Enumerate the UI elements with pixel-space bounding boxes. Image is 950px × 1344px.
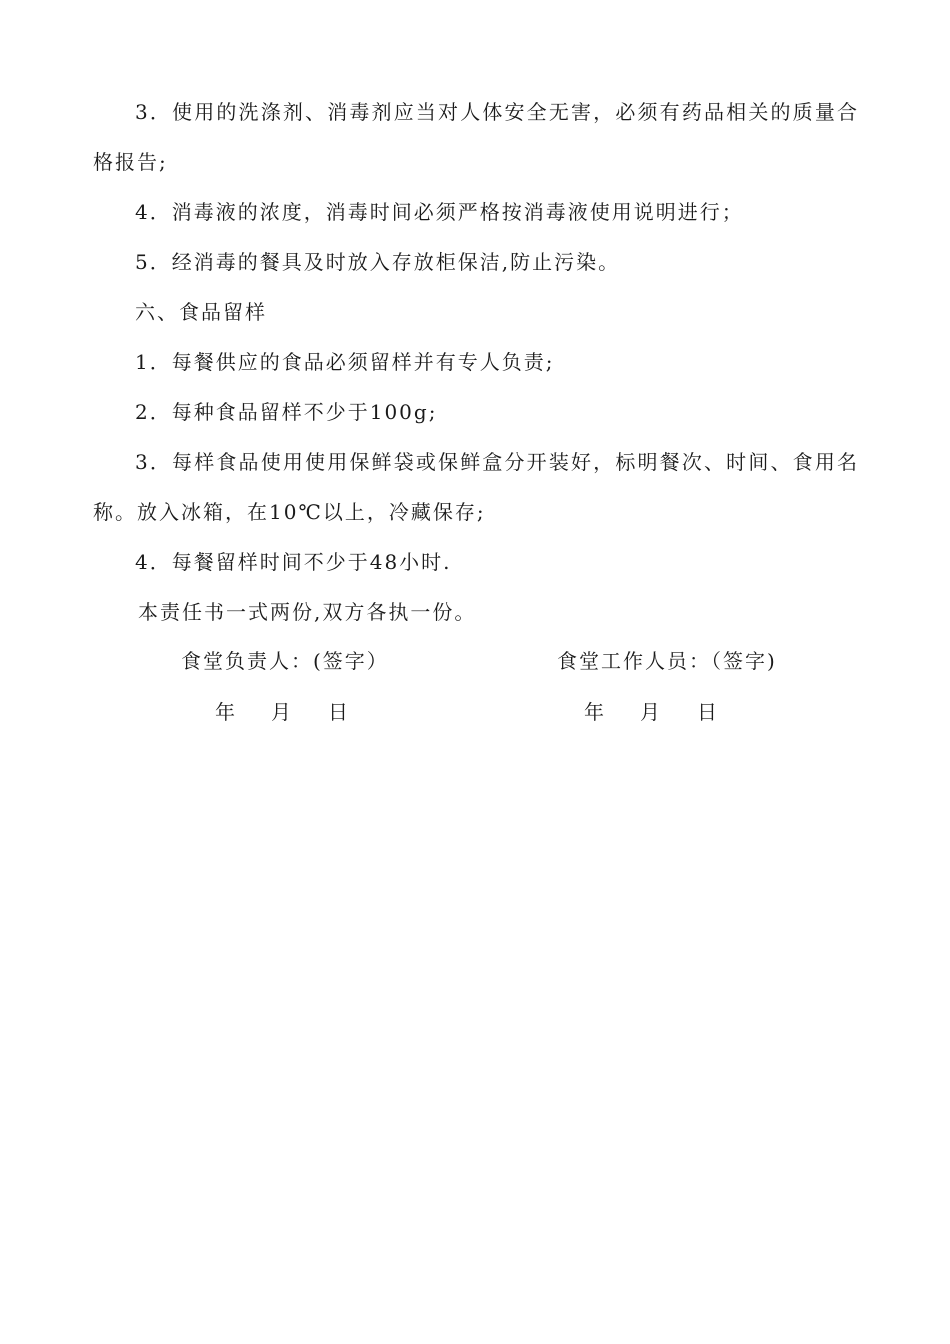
paragraph-sample-responsibility: 1．每餐供应的食品必须留样并有专人负责; [135,350,555,374]
date-month-label-left: 月 [271,700,291,724]
paragraph-tableware-storage: 5．经消毒的餐具及时放入存放柜保洁,防止污染。 [135,250,621,274]
date-year-label-left: 年 [215,700,235,724]
paragraph-sample-quantity: 2．每种食品留样不少于100g; [135,400,438,424]
date-day-label-left: 日 [328,700,348,724]
paragraph-sample-duration: 4．每餐留样时间不少于48小时. [135,550,452,574]
date-day-label-right: 日 [697,700,717,724]
signature-canteen-staff: 食堂工作人员：（签字) [557,649,777,673]
paragraph-copies-note: 本责任书一式两份,双方各执一份。 [138,600,477,624]
signature-canteen-manager: 食堂负责人：(签字） [181,649,389,673]
date-year-label-right: 年 [584,700,604,724]
date-month-label-right: 月 [640,700,660,724]
paragraph-sample-packaging: 3．每样食品使用使用保鲜袋或保鲜盒分开装好，标明餐次、时间、食用名称。放入冰箱，在10℃以上，冷藏保存; [93,450,859,524]
paragraph-detergent-safety: 3．使用的洗涤剂、消毒剂应当对人体安全无害，必须有药品相关的质量合格报告; [93,100,859,174]
section-heading-food-sampling: 六、食品留样 [135,300,267,324]
paragraph-disinfectant-concentration: 4．消毒液的浓度，消毒时间必须严格按消毒液使用说明进行； [135,200,744,224]
